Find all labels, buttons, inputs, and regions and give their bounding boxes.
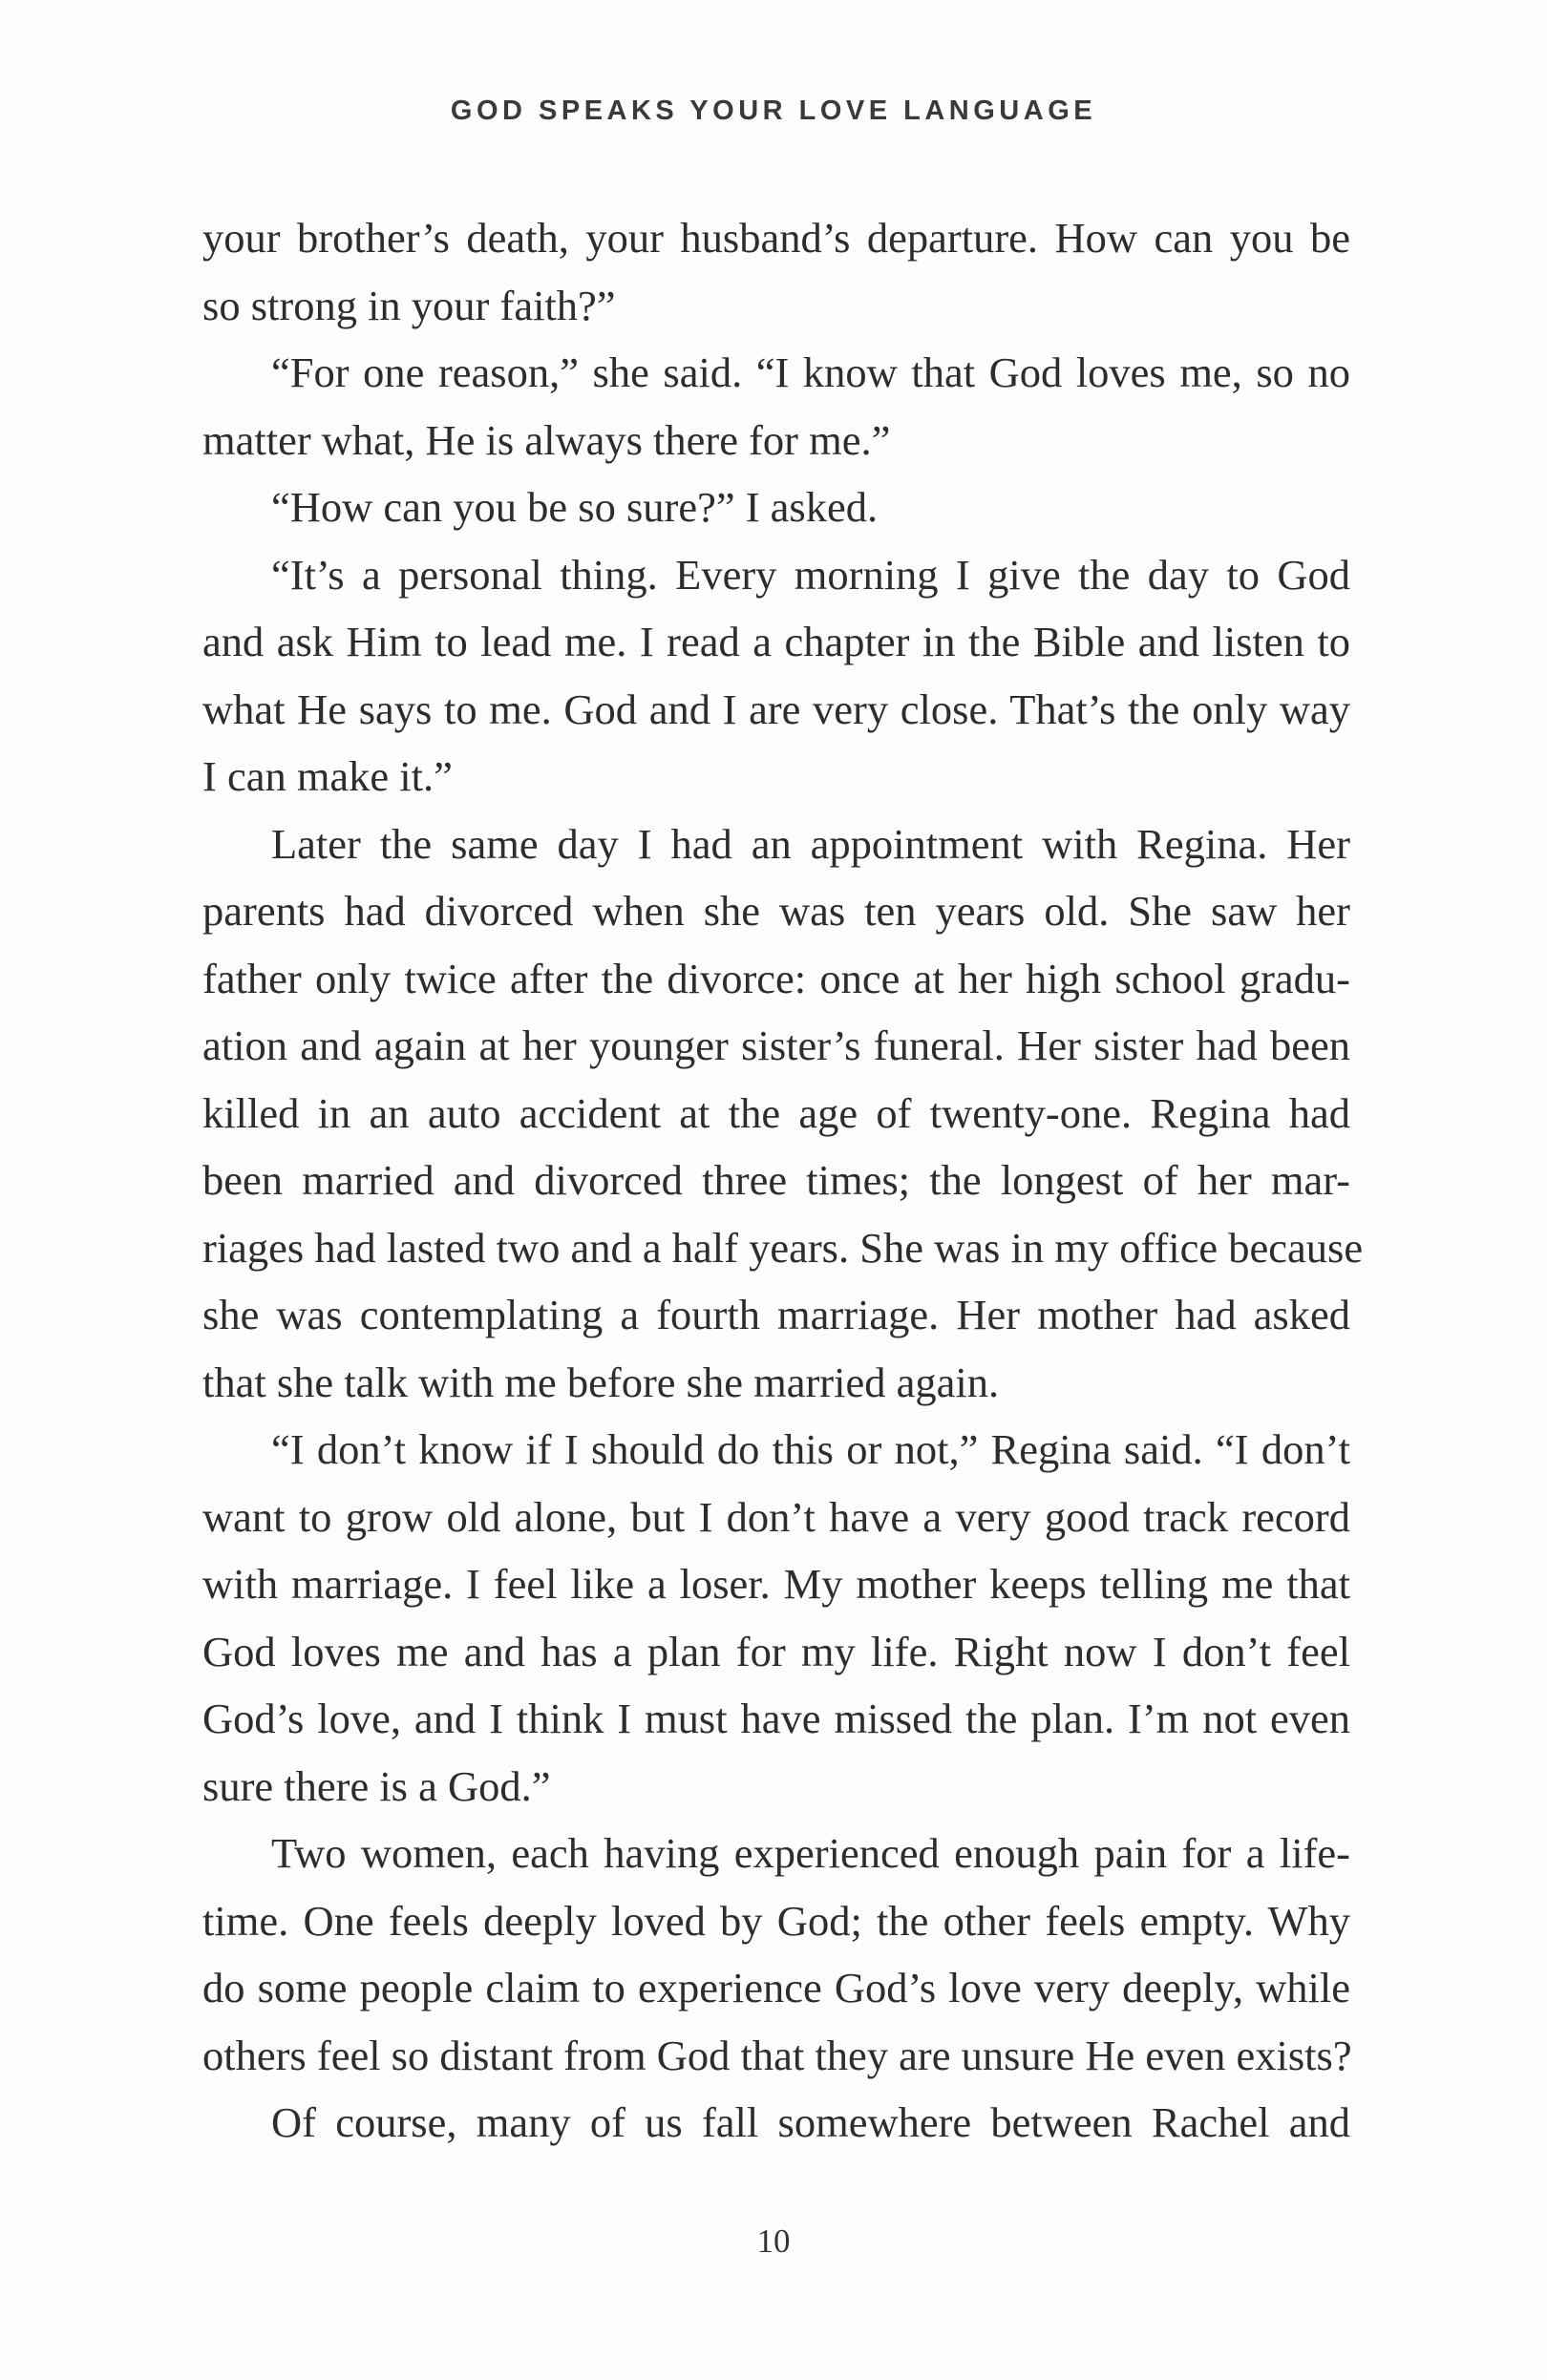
text-line: others feel so distant from God that they are unsure He even exists? <box>202 2031 1352 2079</box>
text-line: been married and divorced three times; the longest of her mar- <box>202 1156 1350 1204</box>
text-line: do some people claim to experience God’s love very deeply, while <box>202 1964 1350 2011</box>
text-line: matter what, He is always there for me.” <box>202 415 891 464</box>
text-line: want to grow old alone, but I don’t have a very good track record <box>202 1492 1350 1541</box>
text-line: Of course, many of us fall somewhere between Rachel and <box>271 2098 1350 2146</box>
text-line: riages had lasted two and a half years. She was in my office because <box>202 1223 1364 1272</box>
page-number: 10 <box>756 2222 791 2260</box>
text-line: she was contemplating a fourth marriage. Her mother had asked <box>202 1291 1350 1338</box>
text-line: Later the same day I had an appointment with Regina. Her <box>271 819 1350 868</box>
text-line: God’s love, and I think I must have missed the plan. I’m not even <box>202 1695 1350 1742</box>
text-line: so strong in your faith?” <box>202 281 616 329</box>
text-line: father only twice after the divorce: once at her high school gradu- <box>202 954 1350 1002</box>
text-line: killed in an auto accident at the age of twenty-one. Regina had <box>202 1088 1350 1137</box>
text-line: sure there is a God.” <box>202 1761 551 1810</box>
text-line: with marriage. I feel like a loser. My mother keeps telling me that <box>202 1560 1350 1608</box>
text-line: your brother’s death, your husband’s departure. How can you be <box>202 214 1350 262</box>
text-line: parents had divorced when she was ten years old. She saw her <box>202 887 1350 935</box>
body-text <box>202 204 1364 2157</box>
text-line: “How can you be so sure?” I asked. <box>271 483 879 531</box>
running-head: GOD SPEAKS YOUR LOVE LANGUAGE <box>450 95 1097 126</box>
text-line: “It’s a personal thing. Every morning I give the day to God <box>271 550 1350 599</box>
text-line: ation and again at her younger sister’s funeral. Her sister had been <box>202 1022 1350 1069</box>
text-line: and ask Him to lead me. I read a chapter in the Bible and listen to <box>202 618 1350 665</box>
text-line: “For one reason,” she said. “I know that God loves me, so no <box>271 348 1350 396</box>
text-line: “I don’t know if I should do this or not,” Regina said. “I don’t <box>271 1425 1350 1473</box>
text-line: time. One feels deeply loved by God; the other feels empty. Why <box>202 1896 1350 1945</box>
text-line: I can make it.” <box>202 752 453 800</box>
text-line: that she talk with me before she married again. <box>202 1358 1000 1406</box>
text-line: God loves me and has a plan for my life. Right now I don’t feel <box>202 1627 1350 1675</box>
text-line: Two women, each having experienced enough pain for a life- <box>271 1829 1350 1877</box>
text-line: what He says to me. God and I are very close. That’s the only way <box>202 685 1350 733</box>
